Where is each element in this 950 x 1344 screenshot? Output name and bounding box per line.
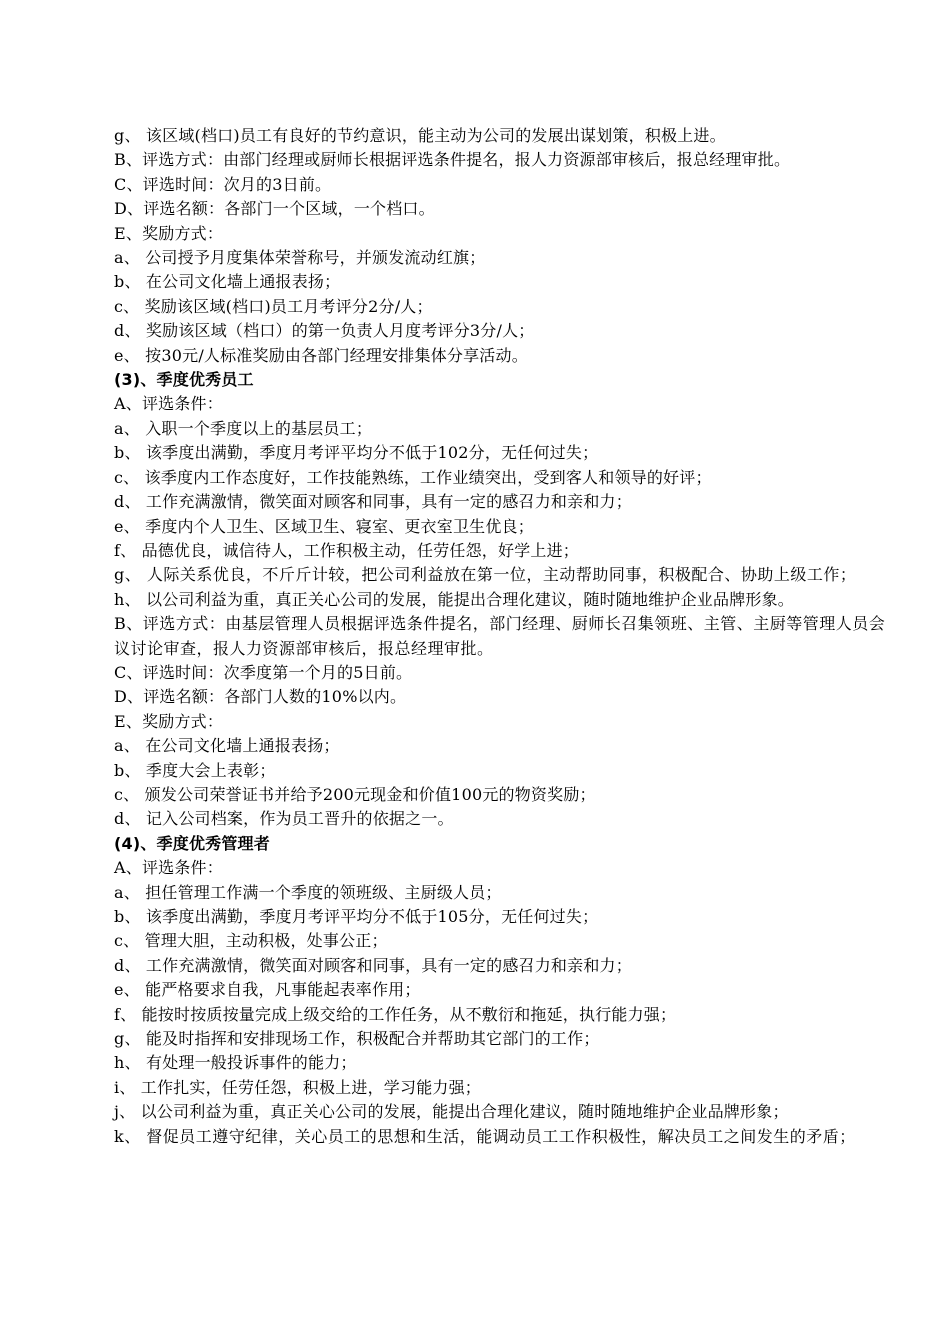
paragraph-line: d、 奖励该区域（档口）的第一负责人月度考评分3分/人； <box>114 321 535 341</box>
paragraph-line: c、 管理大胆，主动积极，处事公正； <box>114 931 388 951</box>
paragraph-line: f、 能按时按质按量完成上级交给的工作任务，从不敷衍和拖延，执行能力强； <box>114 1004 677 1024</box>
paragraph-line: B、评选方式：由基层管理人员根据评选条件提名，部门经理、厨师长召集领班、主管、主厨等管理人员会议讨论审查，报人力资源部审核后，报总经理审批。 <box>114 614 886 658</box>
section-heading: (4)、季度优秀管理者 <box>114 833 270 853</box>
paragraph-line: a、 在公司文化墙上通报表扬； <box>114 736 340 756</box>
paragraph-line: g、 能及时指挥和安排现场工作，积极配合并帮助其它部门的工作； <box>114 1029 600 1049</box>
paragraph-line: j、 以公司利益为重，真正关心公司的发展，能提出合理化建议，随时随地维护企业品牌形象； <box>114 1102 789 1122</box>
paragraph-line: b、 该季度出满勤，季度月考评平均分不低于105分，无任何过失； <box>114 907 599 926</box>
paragraph-line: a、 入职一个季度以上的基层员工； <box>114 418 373 438</box>
paragraph-line: d、 工作充满激情，微笑面对顾客和同事，具有一定的感召力和亲和力； <box>114 492 632 512</box>
paragraph-line: B、评选方式：由部门经理或厨师长根据评选条件提名，报人力资源部审核后，报总经理审批。 <box>114 150 791 170</box>
paragraph-line: k、 督促员工遵守纪律，关心员工的思想和生活，能调动员工工作积极性，解决员工之间发生的矛盾； <box>114 1126 856 1146</box>
paragraph-line: D、评选名额：各部门一个区域，一个档口。 <box>114 199 435 219</box>
section-heading: (3)、季度优秀员工 <box>114 370 254 390</box>
paragraph-line: e、 季度内个人卫生、区域卫生、寝室、更衣室卫生优良； <box>114 516 534 536</box>
paragraph-line: g、 该区域(档口)员工有良好的节约意识，能主动为公司的发展出谋划策，积极上进。 <box>114 126 726 145</box>
paragraph-line: i、 工作扎实，任劳任怨，积极上进，学习能力强； <box>114 1077 482 1097</box>
paragraph-line: e、 按30元/人标准奖励由各部门经理安排集体分享活动。 <box>114 345 528 365</box>
paragraph-line: h、 以公司利益为重，真正关心公司的发展，能提出合理化建议，随时随地维护企业品牌形象。 <box>114 589 794 609</box>
document-page <box>114 124 894 1149</box>
paragraph-line: c、 奖励该区域(档口)员工月考评分2分/人； <box>114 296 433 316</box>
paragraph-line: A、评选条件： <box>114 394 223 414</box>
paragraph-line: c、 颁发公司荣誉证书并给予200元现金和价值100元的物资奖励； <box>114 784 596 804</box>
paragraph-line: C、评选时间：次季度第一个月的5日前。 <box>114 662 413 682</box>
paragraph-line: E、奖励方式： <box>114 711 224 731</box>
paragraph-line: a、 公司授予月度集体荣誉称号，并颁发流动红旗； <box>114 248 486 268</box>
paragraph-line: f、 品德优良，诚信待人，工作积极主动，任劳任怨，好学上进； <box>114 540 580 560</box>
paragraph-line: h、 有处理一般投诉事件的能力； <box>114 1053 357 1073</box>
paragraph-line: c、 该季度内工作态度好，工作技能熟练，工作业绩突出，受到客人和领导的好评； <box>114 467 712 487</box>
paragraph-line: b、 在公司文化墙上通报表扬； <box>114 272 341 292</box>
paragraph-line: g、 人际关系优良，不斤斤计较，把公司利益放在第一位，主动帮助同事，积极配合、协助上级工作； <box>114 565 857 585</box>
paragraph-line: d、 记入公司档案，作为员工晋升的依据之一。 <box>114 809 454 829</box>
paragraph-line: A、评选条件： <box>114 858 223 878</box>
paragraph-line: b、 季度大会上表彰； <box>114 760 276 780</box>
paragraph-line: E、奖励方式： <box>114 223 224 243</box>
paragraph-line: a、 担任管理工作满一个季度的领班级、主厨级人员； <box>114 882 502 902</box>
paragraph-line: b、 该季度出满勤，季度月考评平均分不低于102分，无任何过失； <box>114 443 599 463</box>
paragraph-line: C、评选时间：次月的3日前。 <box>114 174 332 194</box>
paragraph-line: e、 能严格要求自我，凡事能起表率作用； <box>114 980 421 1000</box>
paragraph-line: D、评选名额：各部门人数的10%以内。 <box>114 687 407 707</box>
paragraph-line: d、 工作充满激情，微笑面对顾客和同事，具有一定的感召力和亲和力； <box>114 955 632 975</box>
